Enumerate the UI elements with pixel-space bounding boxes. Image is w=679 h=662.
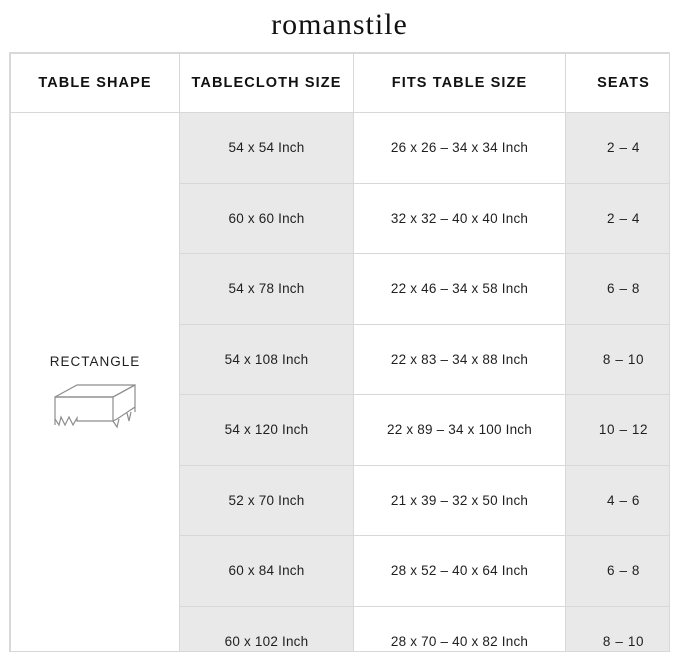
cell-tablecloth-size: 60 x 60 Inch [180, 183, 354, 254]
shape-label: RECTANGLE [49, 354, 141, 369]
cell-fits-table-size: 21 x 39 – 32 x 50 Inch [354, 465, 566, 536]
size-chart-table-wrapper [9, 52, 670, 652]
cell-seats: 10 – 12 [566, 395, 671, 466]
cell-seats: 4 – 6 [566, 465, 671, 536]
header-table-shape: TABLE SHAPE [11, 54, 180, 113]
cell-tablecloth-size: 54 x 120 Inch [180, 395, 354, 466]
cell-tablecloth-size: 54 x 108 Inch [180, 324, 354, 395]
cell-seats: 8 – 10 [566, 324, 671, 395]
brand-title: romanstile [271, 8, 408, 41]
header-tablecloth-size: TABLECLOTH SIZE [180, 54, 354, 113]
shape-cell-rectangle [11, 113, 180, 653]
cell-fits-table-size: 32 x 32 – 40 x 40 Inch [354, 183, 566, 254]
table-row [11, 113, 671, 184]
cell-tablecloth-size: 52 x 70 Inch [180, 465, 354, 536]
cell-tablecloth-size: 54 x 78 Inch [180, 254, 354, 325]
cell-seats: 2 – 4 [566, 183, 671, 254]
rectangle-tablecloth-icon [47, 379, 143, 435]
header-row [11, 54, 671, 113]
cell-fits-table-size: 28 x 52 – 40 x 64 Inch [354, 536, 566, 607]
cell-tablecloth-size: 60 x 84 Inch [180, 536, 354, 607]
cell-fits-table-size: 22 x 83 – 34 x 88 Inch [354, 324, 566, 395]
header-seats: SEATS [566, 54, 671, 113]
table-header [11, 54, 671, 113]
cell-seats: 2 – 4 [566, 113, 671, 184]
cell-seats: 6 – 8 [566, 536, 671, 607]
cell-tablecloth-size: 54 x 54 Inch [180, 113, 354, 184]
cell-fits-table-size: 26 x 26 – 34 x 34 Inch [354, 113, 566, 184]
cell-tablecloth-size: 60 x 102 Inch [180, 606, 354, 652]
cell-fits-table-size: 28 x 70 – 40 x 82 Inch [354, 606, 566, 652]
table-body [11, 113, 671, 653]
cell-seats: 8 – 10 [566, 606, 671, 652]
cell-seats: 6 – 8 [566, 254, 671, 325]
size-chart-table [10, 53, 670, 652]
header-fits-table-size: FITS TABLE SIZE [354, 54, 566, 113]
cell-fits-table-size: 22 x 46 – 34 x 58 Inch [354, 254, 566, 325]
cell-fits-table-size: 22 x 89 – 34 x 100 Inch [354, 395, 566, 466]
